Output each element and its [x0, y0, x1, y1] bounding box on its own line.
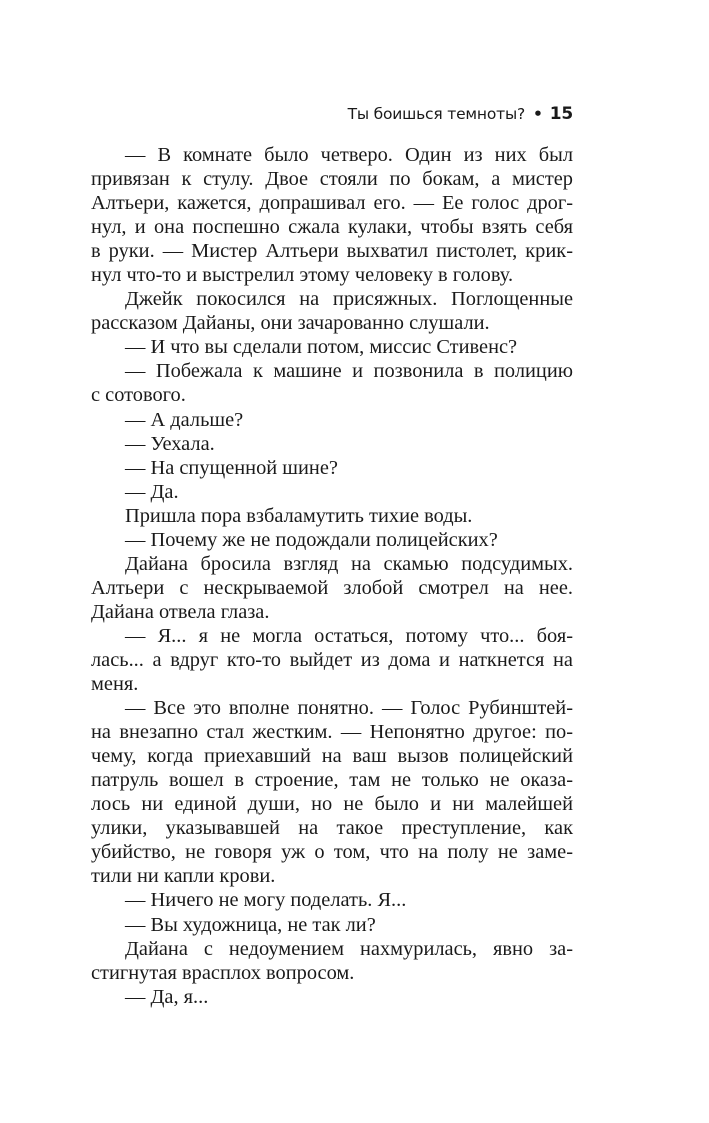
text-line: тили ни капли крови. — [91, 865, 276, 888]
text-line: лось ни единой души, но не было и ни малейшей — [91, 793, 573, 816]
text-line: рассказом Дайаны, они зачарованно слушали. — [91, 312, 490, 335]
paragraph — [91, 480, 573, 504]
text-line: с сотового. — [91, 384, 186, 407]
paragraph — [91, 696, 573, 888]
text-line: Алтьери с нескрываемой злобой смотрел на нее. — [91, 576, 573, 599]
bullet-separator-icon: • — [533, 105, 543, 123]
paragraph — [91, 937, 573, 985]
paragraph — [91, 287, 573, 335]
text-line: чему, когда приехавший на ваш вызов полицейский — [91, 745, 573, 768]
text-line: — Да, я... — [125, 985, 209, 1008]
text-line: — И что вы сделали потом, миссис Стивенс? — [125, 336, 518, 359]
text-line: — В комнате было четверо. Один из них был — [125, 144, 573, 166]
paragraph — [91, 456, 573, 480]
text-line: — Я... я не могла остаться, потому что... боя- — [125, 624, 573, 647]
text-line: Дайана отвела глаза. — [91, 600, 270, 623]
text-line: — Да. — [125, 480, 179, 503]
paragraph — [91, 985, 573, 1009]
text-line: в руки. — Мистер Алтьери выхватил пистолет, крик- — [91, 240, 573, 263]
body-text — [91, 143, 573, 1009]
paragraph — [91, 552, 573, 624]
paragraph — [91, 143, 573, 287]
paragraph — [91, 888, 573, 912]
text-line: Дайана с недоумением нахмурилась, явно за- — [125, 937, 573, 960]
paragraph — [91, 528, 573, 552]
page-number: 15 — [549, 104, 573, 124]
text-line: патруль вошел в строение, там не только не оказа- — [91, 769, 573, 792]
paragraph — [91, 432, 573, 456]
text-line: — Вы художница, не так ли? — [125, 913, 376, 936]
paragraph — [91, 913, 573, 937]
running-head-title: Ты боишься темноты? — [347, 105, 526, 123]
text-line: Дайана бросила взгляд на скамью подсудимых. — [125, 552, 573, 575]
text-line: Джейк покосился на присяжных. Поглощенные — [125, 288, 573, 311]
text-line: — Почему же не подождали полицейских? — [125, 528, 498, 551]
text-line: — Уехала. — [125, 432, 215, 455]
text-line: стигнутая врасплох вопросом. — [91, 961, 355, 984]
paragraph — [91, 359, 573, 407]
text-line: на внезапно стал жестким. — Непонятно другое: по- — [91, 721, 573, 744]
paragraph — [91, 408, 573, 432]
text-line: — Ничего не могу поделать. Я... — [125, 889, 407, 912]
text-line: убийство, не говоря уж о том, что на полу не заме- — [91, 841, 573, 864]
text-line: привязан к стулу. Двое стояли по бокам, а мистер — [91, 168, 573, 191]
running-head — [91, 101, 573, 127]
text-line: — На спущенной шине? — [125, 456, 338, 479]
text-line: — Все это вполне понятно. — Голос Рубинштей- — [125, 697, 573, 720]
paragraph — [91, 624, 573, 696]
text-line: меня. — [91, 673, 139, 696]
text-line: Алтьери, кажется, допрашивал его. — Ее голос дрог- — [91, 192, 573, 215]
text-line: нул что-то и выстрелил этому человеку в голову. — [91, 264, 514, 287]
paragraph — [91, 504, 573, 528]
paragraph — [91, 335, 573, 359]
text-line: лась... а вдруг кто-то выйдет из дома и наткнется на — [91, 648, 573, 671]
text-line: — А дальше? — [125, 408, 244, 431]
text-line: — Побежала к машине и позвонила в полицию — [125, 360, 573, 383]
text-line: Пришла пора взбаламутить тихие воды. — [125, 504, 473, 527]
text-line: нул, и она поспешно сжала кулаки, чтобы взять себя — [91, 216, 573, 239]
text-line: улики, указывавшей на такое преступление, как — [91, 817, 573, 840]
